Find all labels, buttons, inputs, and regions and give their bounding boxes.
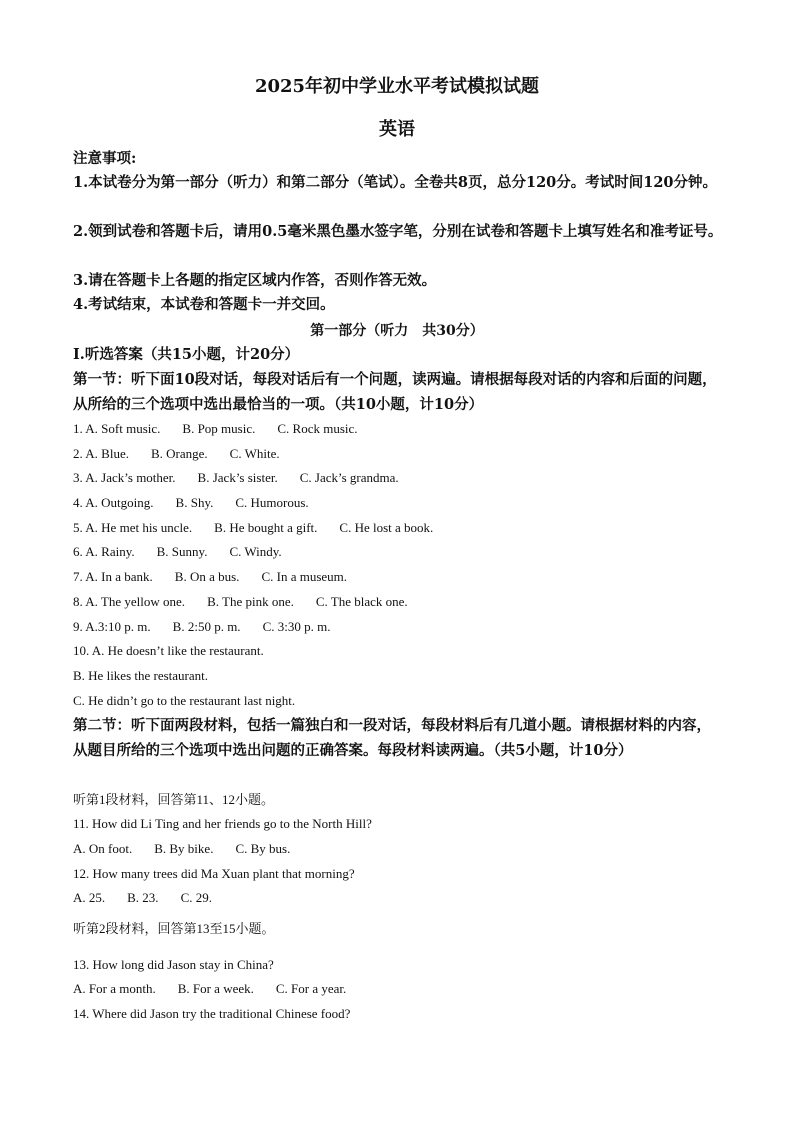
question-9: 9. A.3:10 p. m. B. 2:50 p. m. C. 3:30 p. m. [73, 619, 331, 634]
question-11: 11. How did Li Ting and her friends go to the North Hill? [73, 816, 372, 831]
question-10-option-b: B. He likes the restaurant. [73, 668, 209, 683]
question-1: 1. A. Soft music. B. Pop music. C. Rock music. [73, 421, 358, 436]
section-heading: Ⅰ.听选答案（共15小题，计20分） [73, 346, 300, 363]
question-6: 6. A. Rainy. B. Sunny. C. Windy. [73, 544, 282, 559]
subsection-2-instructions: 第二节：听下面两段材料，包括一篇独白和一段对话，每段材料后有几道小题。请根据材料的内容，从题目所给的三个选项中选出问题的正确答案。每段材料读两遍。（共5小题，计10分） [73, 717, 711, 759]
question-13-options: A. For a month. B. For a week. C. For a year. [73, 981, 347, 996]
question-10-option-a: 10. A. He doesn’t like the restaurant. [73, 643, 264, 658]
question-5: 5. A. He met his uncle. B. He bought a gift. C. He lost a book. [73, 520, 434, 535]
question-12-options: A. 25. B. 23. C. 29. [73, 890, 212, 905]
exam-title: 2025年初中学业水平考试模拟试题 [254, 76, 540, 97]
question-2: 2. A. Blue. B. Orange. C. White. [73, 446, 280, 461]
question-14: 14. Where did Jason try the traditional Chinese food? [73, 1006, 351, 1021]
question-3: 3. A. Jack’s mother. B. Jack’s sister. C. Jack’s grandma. [73, 470, 399, 485]
question-8: 8. A. The yellow one. B. The pink one. C. The black one. [73, 594, 408, 609]
question-11-options: A. On foot. B. By bike. C. By bus. [73, 841, 291, 856]
material-1-instructions: 听第1段材料，回答第11、12小题。 [73, 792, 275, 807]
note-item-3: 3.请在答题卡上各题的指定区域内作答，否则作答无效。 [73, 272, 437, 289]
notes-heading: 注意事项: [73, 150, 137, 167]
note-item-1: 1.本试卷分为第一部分（听力）和第二部分（笔试）。全卷共8页，总分120分。考试时间120分钟。 [73, 174, 718, 191]
material-2-instructions: 听第2段材料，回答第13至15小题。 [73, 921, 275, 936]
question-7: 7. A. In a bank. B. On a bus. C. In a museum. [73, 569, 348, 584]
note-item-2: 2.领到试卷和答题卡后，请用0.5毫米黑色墨水签字笔，分别在试卷和答题卡上填写姓名和准考证号。 [73, 223, 723, 240]
question-10-option-c: C. He didn’t go to the restaurant last night. [73, 693, 296, 708]
note-item-4: 4.考试结束，本试卷和答题卡一并交回。 [73, 296, 335, 313]
question-4: 4. A. Outgoing. B. Shy. C. Humorous. [73, 495, 309, 510]
subsection-1-instructions: 第一节：听下面10段对话，每段对话后有一个问题，读两遍。请根据每段对话的内容和后面的问题，从所给的三个选项中选出最恰当的一项。（共10小题，计10分） [73, 371, 717, 413]
question-13: 13. How long did Jason stay in China? [73, 957, 274, 972]
part1-heading: 第一部分（听力 共30分） [310, 323, 484, 339]
subject-title: 英语 [379, 119, 415, 140]
question-12: 12. How many trees did Ma Xuan plant that morning? [73, 866, 355, 881]
